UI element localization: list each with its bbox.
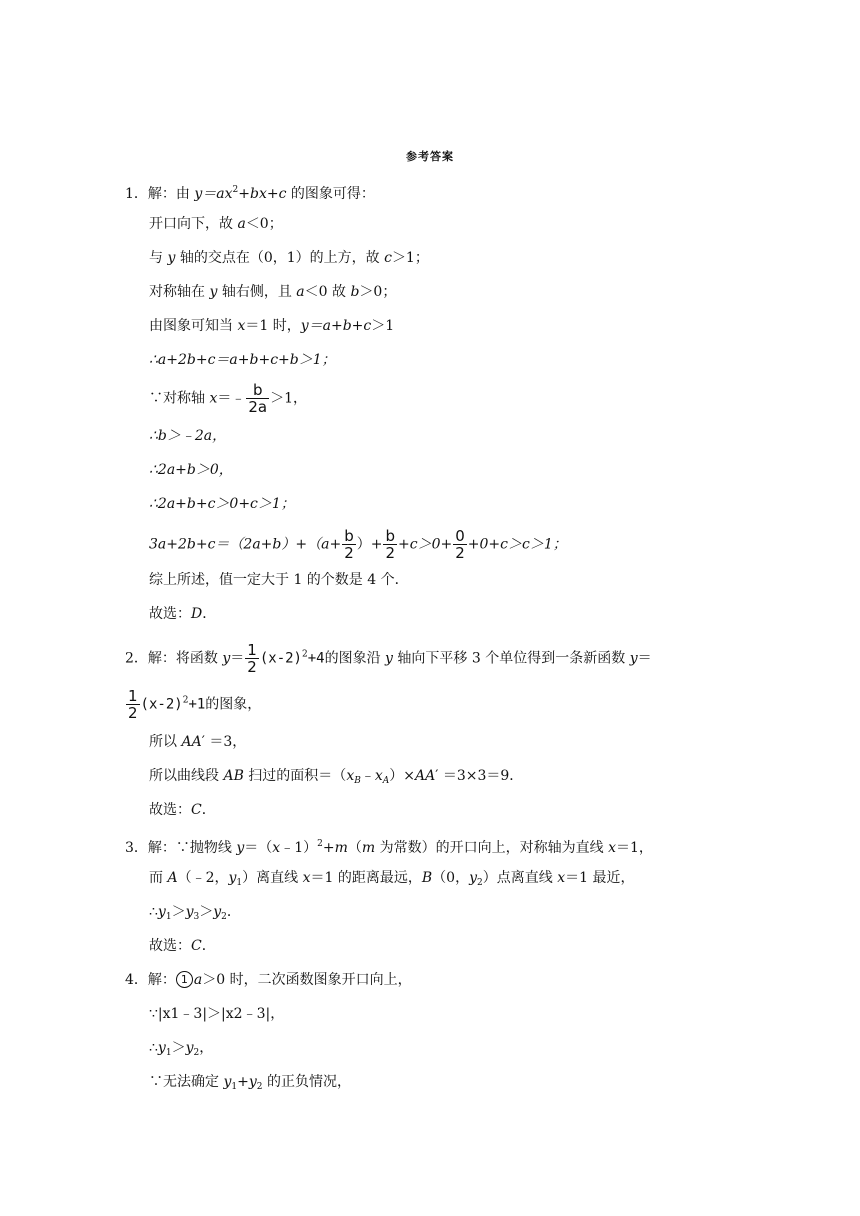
page-title: 参考答案 bbox=[406, 150, 454, 163]
q1-line-8: ∴2a+b＞0， bbox=[149, 462, 233, 478]
q4-number: 4． bbox=[125, 972, 148, 988]
q1-number: 1． bbox=[125, 186, 148, 202]
q2-line-2: $\frac{1}{2}$ $(x-2)^2+1$的图象， bbox=[128, 687, 262, 722]
q2-line-3: 所以 AA′ ＝3， bbox=[149, 734, 247, 750]
q3-line-1: 3．解：∵抛物线 y＝（x﹣1）$^2$+m（m 为常数）的开口向上，对称轴为直线 x＝1， bbox=[125, 839, 653, 856]
q4-line-3: $\therefore y_1>y_2$， bbox=[149, 1040, 214, 1058]
q1-answer: 故选：D． bbox=[149, 606, 217, 622]
q3-line-2: 而 A（﹣2，$y_1$）离直线 x＝1 的距离最远，B（0，$y_2$）点离直线 x＝1 最近， bbox=[149, 870, 635, 888]
q4-line-4: ∵无法确定 $y_1+y_2$ 的正负情况， bbox=[149, 1074, 351, 1092]
q1-line-7: ∴b＞﹣2a， bbox=[149, 428, 227, 444]
q4-line-2: ∵|x1﹣3|＞|x2﹣3|， bbox=[149, 1006, 285, 1022]
q1-line-4: 由图象可知当 x＝1 时，y＝a+b+c＞1 bbox=[149, 318, 395, 334]
q1-line-5: ∴a+2b+c＝a+b+c+b＞1； bbox=[149, 352, 336, 368]
q1-line-9: ∴2a+b+c＞0+c＞1； bbox=[149, 496, 295, 512]
q1-line-2: 与 y 轴的交点在（0，1）的上方，故 c＞1； bbox=[149, 250, 429, 266]
q1-intro: 1．解：由 $y=ax^2+bx+c$ 的图象可得： bbox=[125, 185, 375, 202]
q3-line-3: $\therefore y_1>y_3>y_2$． bbox=[149, 904, 241, 922]
q2-line-4: 所以曲线段 AB 扫过的面积$=(x_B﹣x_A)\times AA' =3\times 3=9$． bbox=[149, 768, 524, 786]
q4-line-1: 4．解： 1 a＞0 时，二次函数图象开口向上， bbox=[125, 972, 412, 988]
q1-line-1: 开口向下，故 a＜0； bbox=[149, 216, 283, 232]
q1-line-3: 对称轴在 y 轴右侧，且 a＜0 故 b＞0； bbox=[149, 284, 397, 300]
q1-line-10: 3a+2b+c＝（2a+b）+（a+ $\frac{b}{2}$ ）+ $\frac{b}{2}$ +c＞0+ $\frac{0}{2}$ +0+c＞c＞1； bbox=[149, 527, 567, 562]
q3-number: 3． bbox=[125, 840, 148, 856]
fraction: $\frac{b}{2a}$ bbox=[248, 381, 268, 416]
q2-answer: 故选：C． bbox=[149, 802, 216, 818]
q1-line-11: 综上所述，值一定大于 1 的个数是 4 个． bbox=[149, 572, 409, 588]
q3-answer: 故选：C． bbox=[149, 938, 216, 954]
q1-line-6: ∵对称轴 x＝﹣ $\frac{b}{2a}$ ＞1， bbox=[149, 381, 308, 416]
circled-one-icon: 1 bbox=[176, 971, 193, 988]
q2-number: 2． bbox=[125, 650, 148, 667]
q2-line-1: 2．解：将函数 y＝ $\frac{1}{2}$ $(x-2)^2+4$的图象沿 y 轴向下平移 3 个单位得到一条新函数 y＝ bbox=[125, 641, 652, 676]
